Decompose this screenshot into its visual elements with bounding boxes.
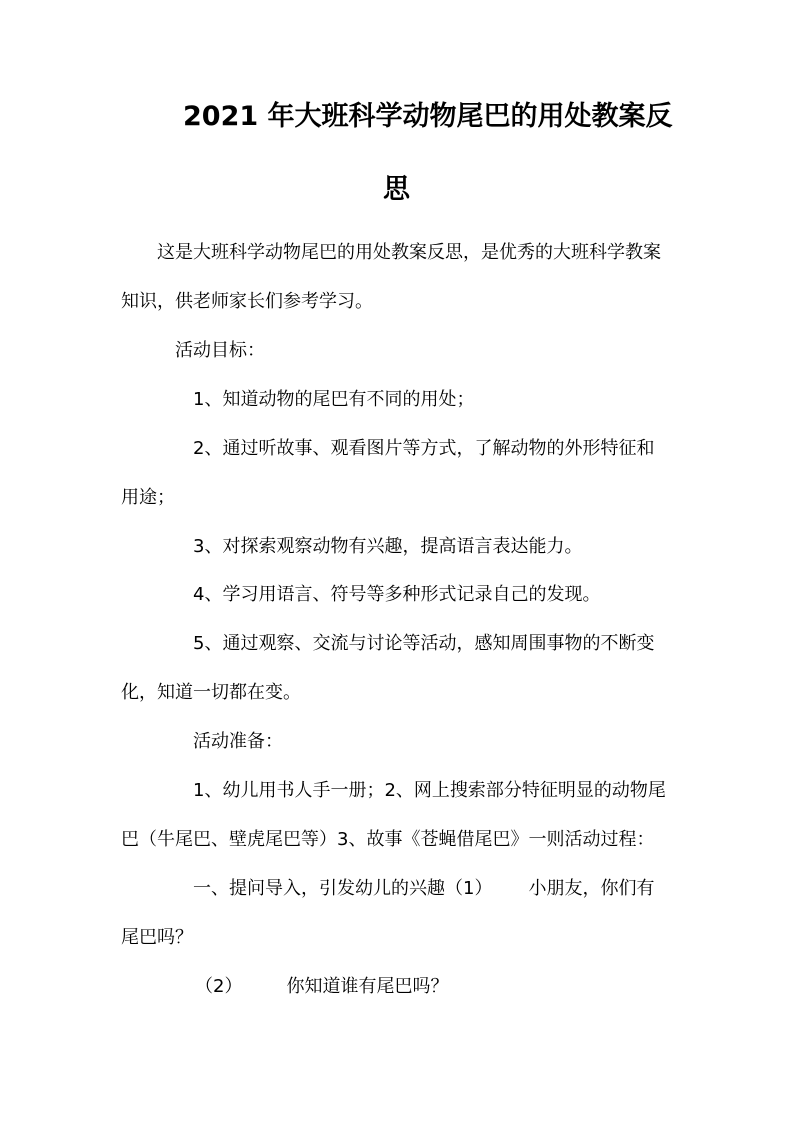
paragraph-intro-line-1: 这是大班科学动物尾巴的用处教案反思，是优秀的大班科学教案 [157, 242, 661, 263]
document-title-line-2: 思 [383, 174, 410, 205]
preparation-line-2: 巴（牛尾巴、壁虎尾巴等）3、故事《苍蝇借尾巴》一则活动过程： [121, 829, 655, 850]
section-heading-preparation: 活动准备： [193, 731, 283, 752]
goal-item-1: 1、知道动物的尾巴有不同的用处； [193, 389, 475, 410]
goal-item-3: 3、对探索观察动物有兴趣，提高语言表达能力。 [193, 536, 583, 557]
goal-item-2-line-1: 2、通过听故事、观看图片等方式，了解动物的外形特征和 [193, 438, 655, 459]
document-title-line-1: 2021 年大班科学动物尾巴的用处教案反 [183, 101, 673, 132]
process-step-1-question: 小朋友，你们有 [528, 878, 655, 899]
process-step-1-line-1 [193, 880, 654, 898]
section-heading-goals: 活动目标： [175, 340, 265, 361]
goal-item-5-line-1: 5、通过观察、交流与讨论等活动，感知周围事物的不断变 [193, 633, 655, 654]
process-step-2-question: 你知道谁有尾巴吗？ [286, 976, 449, 997]
goal-item-4: 4、学习用语言、符号等多种形式记录自己的发现。 [193, 584, 601, 605]
goal-item-2-line-2: 用途； [121, 487, 175, 508]
process-step-2 [195, 978, 448, 996]
goal-item-5-line-2: 化，知道一切都在变。 [121, 682, 301, 703]
process-step-2-number: （2） [195, 976, 243, 997]
paragraph-intro-line-2: 知识，供老师家长们参考学习。 [121, 291, 373, 312]
process-step-1-text: 一、提问导入，引发幼儿的兴趣（1） [193, 878, 493, 899]
process-step-1-line-2: 尾巴吗？ [121, 927, 193, 948]
preparation-line-1: 1、幼儿用书人手一册；2、网上搜索部分特征明显的动物尾 [193, 780, 666, 801]
